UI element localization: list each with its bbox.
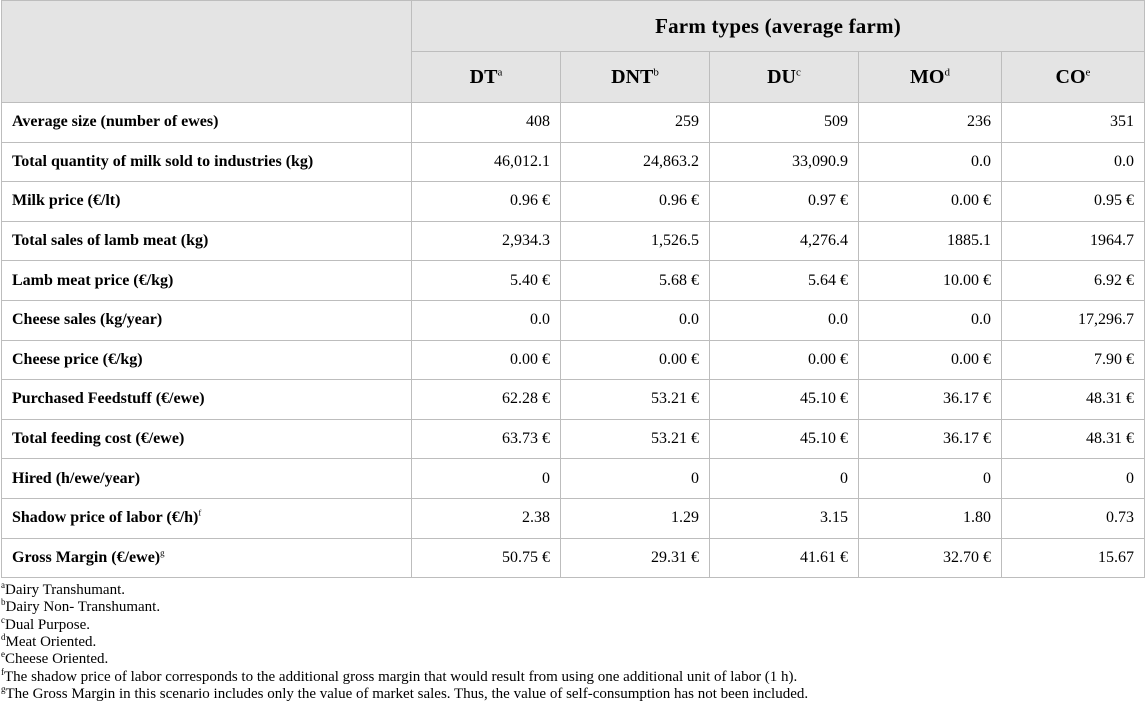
row-label-cell [2,538,412,578]
value-cell: 36.17 € [859,419,1002,459]
footnote-marker: a [497,65,503,78]
footnote-text: Dairy Non- Transhumant. [5,599,161,616]
value-cell: 24,863.2 [561,142,710,182]
footnote-text: The shadow price of labor corresponds to the additional gross margin that would result from using one additional unit of labor (1 h). [4,668,798,685]
column-header-dt [412,52,561,103]
footnote [1,599,1145,616]
value-cell: 0.0 [710,300,859,340]
value-cell: 33,090.9 [710,142,859,182]
table-row [2,538,1145,578]
table-row [2,300,1145,340]
row-label-cell [2,419,412,459]
row-label: Total quantity of milk sold to industries (kg) [12,152,314,170]
value-cell: 29.31 € [561,538,710,578]
footnote-marker: f [1,666,4,677]
value-cell: 0.0 [1002,142,1145,182]
row-label: Milk price (€/lt) [12,192,121,210]
footnote-marker: e [1085,65,1091,78]
column-header-dnt [561,52,710,103]
column-header-label: CO [1055,65,1086,88]
value-cell: 45.10 € [710,380,859,420]
value-cell: 259 [561,103,710,143]
table-row [2,340,1145,380]
footnote [1,582,1145,599]
row-label: Average size (number of ewes) [12,113,219,131]
footnote [1,666,1145,686]
value-cell: 36.17 € [859,380,1002,420]
value-cell: 0.97 € [710,182,859,222]
table-row [2,221,1145,261]
value-cell: 2.38 [412,498,561,538]
row-label-cell [2,261,412,301]
value-cell: 0.00 € [859,340,1002,380]
value-cell: 0.0 [859,300,1002,340]
row-label: Cheese price (€/kg) [12,350,143,368]
value-cell: 2,934.3 [412,221,561,261]
value-cell: 53.21 € [561,380,710,420]
footnote-marker: c [796,65,801,78]
row-label: Purchased Feedstuff (€/ewe) [12,390,205,408]
value-cell: 408 [412,103,561,143]
table-row [2,498,1145,538]
value-cell: 509 [710,103,859,143]
value-cell: 0 [710,459,859,499]
row-label: Total feeding cost (€/ewe) [12,430,185,448]
value-cell: 0.96 € [412,182,561,222]
column-header-label: DU [767,65,796,88]
footnote-text: Cheese Oriented. [5,651,109,668]
table-row [2,103,1145,143]
value-cell: 41.61 € [710,538,859,578]
value-cell: 3.15 [710,498,859,538]
footnote-marker: d [944,65,950,78]
column-header-du [710,52,859,103]
value-cell: 5.68 € [561,261,710,301]
footnote [1,634,1145,651]
row-label-cell [2,142,412,182]
footnote-marker: e [1,649,5,660]
footnote-marker: f [198,507,202,518]
value-cell: 1.29 [561,498,710,538]
row-label-cell [2,182,412,222]
row-label-cell [2,459,412,499]
value-cell: 62.28 € [412,380,561,420]
footnote [1,614,1145,634]
column-header-mo [859,52,1002,103]
value-cell: 53.21 € [561,419,710,459]
value-cell: 63.73 € [412,419,561,459]
footnote [1,683,1145,703]
row-label: Lamb meat price (€/kg) [12,271,174,289]
table-row [2,380,1145,420]
value-cell: 5.40 € [412,261,561,301]
value-cell: 236 [859,103,1002,143]
value-cell: 7.90 € [1002,340,1145,380]
value-cell: 0.00 € [561,340,710,380]
row-label-cell [2,380,412,420]
footnote-text: Dual Purpose. [5,616,90,633]
footnote-marker: b [653,65,659,78]
value-cell: 0.00 € [859,182,1002,222]
value-cell: 0.0 [412,300,561,340]
row-label: Cheese sales (kg/year) [12,311,163,329]
row-label-cell [2,300,412,340]
footnote-marker: g [160,547,165,558]
value-cell: 0 [1002,459,1145,499]
value-cell: 0.96 € [561,182,710,222]
value-cell: 15.67 [1002,538,1145,578]
value-cell: 48.31 € [1002,380,1145,420]
value-cell: 45.10 € [710,419,859,459]
value-cell: 0.95 € [1002,182,1145,222]
value-cell: 10.00 € [859,261,1002,301]
value-cell: 0.0 [859,142,1002,182]
value-cell: 0.73 [1002,498,1145,538]
value-cell: 17,296.7 [1002,300,1145,340]
value-cell: 6.92 € [1002,261,1145,301]
value-cell: 1.80 [859,498,1002,538]
table-row [2,142,1145,182]
value-cell: 1885.1 [859,221,1002,261]
column-header-label: DNT [611,65,654,88]
value-cell: 5.64 € [710,261,859,301]
value-cell: 0 [412,459,561,499]
footnote-marker: b [1,597,6,608]
header-corner-cell [2,1,412,103]
footnote-text: Dairy Transhumant. [5,582,125,599]
footnote [1,651,1145,668]
table-row [2,182,1145,222]
row-label-cell [2,103,412,143]
footnote-text: Meat Oriented. [5,634,97,651]
row-label: Total sales of lamb meat (kg) [12,232,209,250]
farm-types-table [1,0,1145,578]
value-cell: 46,012.1 [412,142,561,182]
footnote-text: The Gross Margin in this scenario includes only the value of market sales. Thus, the value of self-consumption has not been included. [5,685,809,702]
value-cell: 0.0 [561,300,710,340]
value-cell: 4,276.4 [710,221,859,261]
group-header: Farm types (average farm) [412,1,1145,52]
table-body [2,103,1145,578]
value-cell: 0.00 € [412,340,561,380]
row-label: Hired (h/ewe/year) [12,469,141,487]
row-label: Shadow price of labor (€/h) [12,509,199,527]
value-cell: 1,526.5 [561,221,710,261]
value-cell: 50.75 € [412,538,561,578]
value-cell: 48.31 € [1002,419,1145,459]
table-row [2,419,1145,459]
value-cell: 1964.7 [1002,221,1145,261]
value-cell: 0 [561,459,710,499]
value-cell: 351 [1002,103,1145,143]
column-header-co [1002,52,1145,103]
table-row [2,261,1145,301]
footnote-marker: d [1,632,6,643]
value-cell: 0.00 € [710,340,859,380]
table-row [2,459,1145,499]
value-cell: 32.70 € [859,538,1002,578]
footnote-marker: g [1,683,6,694]
footnote-marker: a [1,580,5,591]
footnote-marker: c [1,614,5,625]
column-header-label: MO [910,65,945,88]
row-label-cell [2,498,412,538]
column-header-label: DT [469,65,498,88]
footnotes [1,582,1145,703]
row-label: Gross Margin (€/ewe) [12,548,161,566]
row-label-cell [2,221,412,261]
row-label-cell [2,340,412,380]
value-cell: 0 [859,459,1002,499]
